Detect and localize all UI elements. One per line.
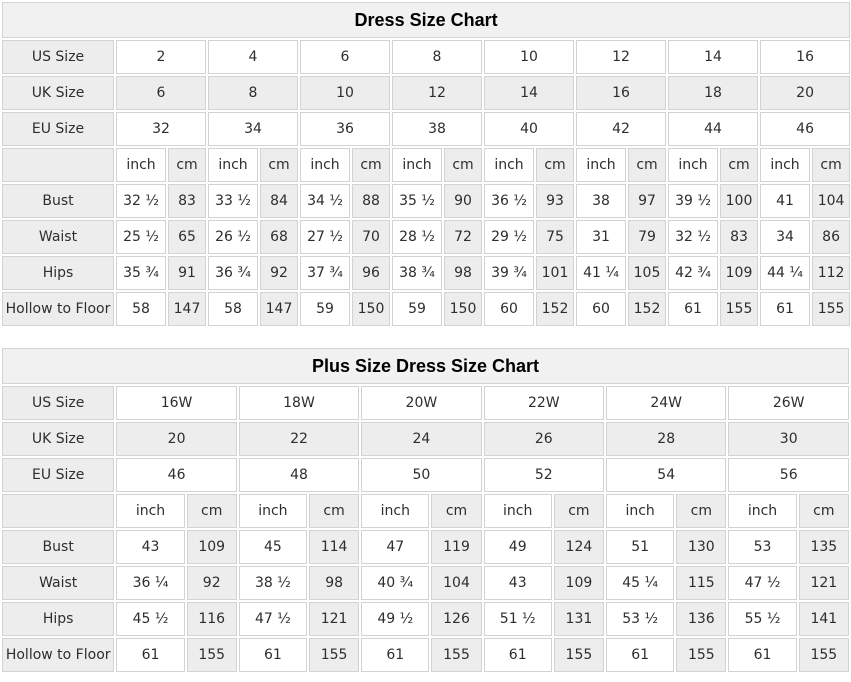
measurement-inch-cell: 36 ½	[484, 184, 534, 218]
size-row	[2, 112, 850, 146]
unit-inch-label: inch	[392, 148, 442, 182]
size-value-cell: 32	[116, 112, 206, 146]
unit-header-row	[2, 148, 850, 182]
measurement-cm-cell: 124	[554, 530, 604, 564]
measurement-inch-cell: 58	[208, 292, 258, 326]
measurement-cm-cell: 141	[799, 602, 849, 636]
measurement-inch-cell: 49	[484, 530, 552, 564]
size-value-cell: 22	[239, 422, 359, 456]
measurement-inch-cell: 61	[606, 638, 674, 672]
size-value-cell: 14	[668, 40, 758, 74]
size-value-cell: 56	[728, 458, 849, 492]
unit-cm-label: cm	[431, 494, 481, 528]
measurement-inch-cell: 34 ½	[300, 184, 350, 218]
row-label: Bust	[2, 184, 114, 218]
measurement-inch-cell: 28 ½	[392, 220, 442, 254]
measurement-inch-cell: 27 ½	[300, 220, 350, 254]
measurement-cm-cell: 155	[554, 638, 604, 672]
measurement-inch-cell: 61	[484, 638, 552, 672]
measurement-cm-cell: 115	[676, 566, 726, 600]
size-value-cell: 26W	[728, 386, 849, 420]
measurement-cm-cell: 121	[799, 566, 849, 600]
chart-title: Plus Size Dress Size Chart	[2, 348, 849, 384]
measurement-inch-cell: 61	[668, 292, 718, 326]
size-row	[2, 386, 849, 420]
measurement-inch-cell: 47	[361, 530, 429, 564]
size-value-cell: 8	[392, 40, 482, 74]
measurement-inch-cell: 59	[300, 292, 350, 326]
measurement-inch-cell: 61	[116, 638, 184, 672]
unit-cm-label: cm	[187, 494, 237, 528]
measurement-cm-cell: 150	[444, 292, 482, 326]
measurement-inch-cell: 51 ½	[484, 602, 552, 636]
measurement-cm-cell: 92	[260, 256, 298, 290]
unit-inch-label: inch	[116, 494, 184, 528]
row-label: UK Size	[2, 422, 114, 456]
measurement-inch-cell: 49 ½	[361, 602, 429, 636]
unit-cm-label: cm	[536, 148, 574, 182]
measurement-inch-cell: 42 ¾	[668, 256, 718, 290]
size-value-cell: 22W	[484, 386, 604, 420]
measurement-inch-cell: 25 ½	[116, 220, 166, 254]
measurement-inch-cell: 26 ½	[208, 220, 258, 254]
measurement-cm-cell: 147	[260, 292, 298, 326]
size-value-cell: 10	[484, 40, 574, 74]
size-value-cell: 20	[116, 422, 236, 456]
row-label: Hollow to Floor	[2, 638, 114, 672]
measurement-cm-cell: 131	[554, 602, 604, 636]
size-value-cell: 42	[576, 112, 666, 146]
measurement-inch-cell: 61	[728, 638, 796, 672]
unit-inch-label: inch	[361, 494, 429, 528]
size-row	[2, 76, 850, 110]
unit-inch-label: inch	[116, 148, 166, 182]
measurement-inch-cell: 34	[760, 220, 810, 254]
measurement-inch-cell: 35 ½	[392, 184, 442, 218]
size-row	[2, 40, 850, 74]
unit-inch-label: inch	[484, 148, 534, 182]
size-value-cell: 52	[484, 458, 604, 492]
unit-row-spacer	[2, 494, 114, 528]
measurement-row	[2, 256, 850, 290]
size-value-cell: 6	[116, 76, 206, 110]
measurement-cm-cell: 98	[309, 566, 359, 600]
measurement-inch-cell: 55 ½	[728, 602, 796, 636]
measurement-cm-cell: 155	[431, 638, 481, 672]
measurement-cm-cell: 155	[812, 292, 850, 326]
measurement-cm-cell: 90	[444, 184, 482, 218]
size-value-cell: 54	[606, 458, 726, 492]
size-value-cell: 30	[728, 422, 849, 456]
unit-cm-label: cm	[444, 148, 482, 182]
measurement-row	[2, 184, 850, 218]
size-value-cell: 20W	[361, 386, 481, 420]
measurement-cm-cell: 70	[352, 220, 390, 254]
measurement-inch-cell: 51	[606, 530, 674, 564]
measurement-inch-cell: 43	[116, 530, 184, 564]
measurement-inch-cell: 38 ¾	[392, 256, 442, 290]
size-value-cell: 20	[760, 76, 850, 110]
measurement-inch-cell: 58	[116, 292, 166, 326]
measurement-inch-cell: 36 ¾	[208, 256, 258, 290]
unit-cm-label: cm	[628, 148, 666, 182]
unit-inch-label: inch	[668, 148, 718, 182]
row-label: Hollow to Floor	[2, 292, 114, 326]
measurement-row	[2, 220, 850, 254]
size-value-cell: 10	[300, 76, 390, 110]
measurement-inch-cell: 29 ½	[484, 220, 534, 254]
measurement-cm-cell: 116	[187, 602, 237, 636]
measurement-inch-cell: 45 ½	[116, 602, 184, 636]
unit-cm-label: cm	[352, 148, 390, 182]
unit-inch-label: inch	[484, 494, 552, 528]
size-value-cell: 44	[668, 112, 758, 146]
unit-inch-label: inch	[760, 148, 810, 182]
measurement-cm-cell: 91	[168, 256, 206, 290]
size-value-cell: 48	[239, 458, 359, 492]
measurement-inch-cell: 38	[576, 184, 626, 218]
size-value-cell: 16W	[116, 386, 236, 420]
unit-inch-label: inch	[576, 148, 626, 182]
measurement-row	[2, 566, 849, 600]
measurement-cm-cell: 96	[352, 256, 390, 290]
measurement-inch-cell: 39 ½	[668, 184, 718, 218]
unit-cm-label: cm	[720, 148, 758, 182]
measurement-row	[2, 602, 849, 636]
unit-inch-label: inch	[239, 494, 307, 528]
size-value-cell: 24	[361, 422, 481, 456]
measurement-cm-cell: 109	[554, 566, 604, 600]
unit-inch-label: inch	[606, 494, 674, 528]
row-label: EU Size	[2, 458, 114, 492]
measurement-cm-cell: 155	[799, 638, 849, 672]
measurement-cm-cell: 97	[628, 184, 666, 218]
row-label: Waist	[2, 220, 114, 254]
unit-cm-label: cm	[812, 148, 850, 182]
measurement-cm-cell: 79	[628, 220, 666, 254]
measurement-cm-cell: 152	[536, 292, 574, 326]
size-value-cell: 12	[392, 76, 482, 110]
size-value-cell: 24W	[606, 386, 726, 420]
size-value-cell: 16	[576, 76, 666, 110]
measurement-inch-cell: 36 ¼	[116, 566, 184, 600]
measurement-inch-cell: 47 ½	[239, 602, 307, 636]
unit-header-row	[2, 494, 849, 528]
measurement-cm-cell: 155	[309, 638, 359, 672]
unit-cm-label: cm	[309, 494, 359, 528]
table-title-row	[2, 348, 849, 384]
measurement-cm-cell: 104	[812, 184, 850, 218]
measurement-inch-cell: 39 ¾	[484, 256, 534, 290]
measurement-cm-cell: 83	[720, 220, 758, 254]
size-value-cell: 36	[300, 112, 390, 146]
measurement-cm-cell: 147	[168, 292, 206, 326]
size-value-cell: 14	[484, 76, 574, 110]
measurement-cm-cell: 135	[799, 530, 849, 564]
row-label: Hips	[2, 602, 114, 636]
measurement-inch-cell: 43	[484, 566, 552, 600]
measurement-cm-cell: 126	[431, 602, 481, 636]
measurement-cm-cell: 114	[309, 530, 359, 564]
size-value-cell: 38	[392, 112, 482, 146]
measurement-cm-cell: 72	[444, 220, 482, 254]
measurement-inch-cell: 61	[239, 638, 307, 672]
size-value-cell: 40	[484, 112, 574, 146]
measurement-row	[2, 292, 850, 326]
measurement-cm-cell: 104	[431, 566, 481, 600]
unit-cm-label: cm	[168, 148, 206, 182]
measurement-cm-cell: 109	[720, 256, 758, 290]
size-value-cell: 6	[300, 40, 390, 74]
measurement-cm-cell: 83	[168, 184, 206, 218]
measurement-cm-cell: 155	[187, 638, 237, 672]
measurement-cm-cell: 88	[352, 184, 390, 218]
size-row	[2, 458, 849, 492]
measurement-inch-cell: 33 ½	[208, 184, 258, 218]
measurement-cm-cell: 75	[536, 220, 574, 254]
measurement-inch-cell: 41	[760, 184, 810, 218]
measurement-inch-cell: 41 ¼	[576, 256, 626, 290]
size-value-cell: 46	[760, 112, 850, 146]
measurement-cm-cell: 109	[187, 530, 237, 564]
measurement-inch-cell: 61	[361, 638, 429, 672]
unit-inch-label: inch	[300, 148, 350, 182]
measurement-cm-cell: 121	[309, 602, 359, 636]
measurement-cm-cell: 112	[812, 256, 850, 290]
measurement-inch-cell: 53	[728, 530, 796, 564]
size-value-cell: 50	[361, 458, 481, 492]
measurement-inch-cell: 60	[484, 292, 534, 326]
measurement-inch-cell: 45 ¼	[606, 566, 674, 600]
chart-title: Dress Size Chart	[2, 2, 850, 38]
unit-cm-label: cm	[260, 148, 298, 182]
measurement-inch-cell: 35 ¾	[116, 256, 166, 290]
measurement-cm-cell: 92	[187, 566, 237, 600]
measurement-cm-cell: 136	[676, 602, 726, 636]
measurement-inch-cell: 61	[760, 292, 810, 326]
measurement-cm-cell: 105	[628, 256, 666, 290]
measurement-cm-cell: 98	[444, 256, 482, 290]
measurement-cm-cell: 150	[352, 292, 390, 326]
measurement-cm-cell: 65	[168, 220, 206, 254]
size-value-cell: 16	[760, 40, 850, 74]
measurement-cm-cell: 101	[536, 256, 574, 290]
size-value-cell: 18W	[239, 386, 359, 420]
unit-cm-label: cm	[554, 494, 604, 528]
size-value-cell: 28	[606, 422, 726, 456]
dress-size-chart-table	[0, 0, 851, 328]
unit-row-spacer	[2, 148, 114, 182]
size-value-cell: 46	[116, 458, 236, 492]
size-value-cell: 2	[116, 40, 206, 74]
measurement-inch-cell: 40 ¾	[361, 566, 429, 600]
measurement-row	[2, 638, 849, 672]
row-label: Waist	[2, 566, 114, 600]
unit-cm-label: cm	[799, 494, 849, 528]
table-title-row	[2, 2, 850, 38]
measurement-cm-cell: 84	[260, 184, 298, 218]
measurement-inch-cell: 32 ½	[668, 220, 718, 254]
unit-inch-label: inch	[208, 148, 258, 182]
measurement-inch-cell: 60	[576, 292, 626, 326]
measurement-inch-cell: 38 ½	[239, 566, 307, 600]
measurement-cm-cell: 86	[812, 220, 850, 254]
size-value-cell: 18	[668, 76, 758, 110]
measurement-inch-cell: 44 ¼	[760, 256, 810, 290]
measurement-inch-cell: 45	[239, 530, 307, 564]
size-value-cell: 26	[484, 422, 604, 456]
measurement-cm-cell: 155	[720, 292, 758, 326]
measurement-inch-cell: 59	[392, 292, 442, 326]
measurement-cm-cell: 130	[676, 530, 726, 564]
measurement-inch-cell: 53 ½	[606, 602, 674, 636]
measurement-inch-cell: 37 ¾	[300, 256, 350, 290]
plus-size-dress-size-chart-table	[0, 346, 851, 674]
size-value-cell: 8	[208, 76, 298, 110]
measurement-cm-cell: 93	[536, 184, 574, 218]
row-label: UK Size	[2, 76, 114, 110]
measurement-cm-cell: 152	[628, 292, 666, 326]
row-label: EU Size	[2, 112, 114, 146]
measurement-cm-cell: 100	[720, 184, 758, 218]
measurement-cm-cell: 68	[260, 220, 298, 254]
size-value-cell: 4	[208, 40, 298, 74]
row-label: US Size	[2, 40, 114, 74]
row-label: Hips	[2, 256, 114, 290]
size-value-cell: 34	[208, 112, 298, 146]
measurement-cm-cell: 155	[676, 638, 726, 672]
unit-cm-label: cm	[676, 494, 726, 528]
measurement-inch-cell: 47 ½	[728, 566, 796, 600]
measurement-inch-cell: 31	[576, 220, 626, 254]
measurement-inch-cell: 32 ½	[116, 184, 166, 218]
unit-inch-label: inch	[728, 494, 796, 528]
size-value-cell: 12	[576, 40, 666, 74]
row-label: Bust	[2, 530, 114, 564]
measurement-cm-cell: 119	[431, 530, 481, 564]
measurement-row	[2, 530, 849, 564]
size-row	[2, 422, 849, 456]
row-label: US Size	[2, 386, 114, 420]
